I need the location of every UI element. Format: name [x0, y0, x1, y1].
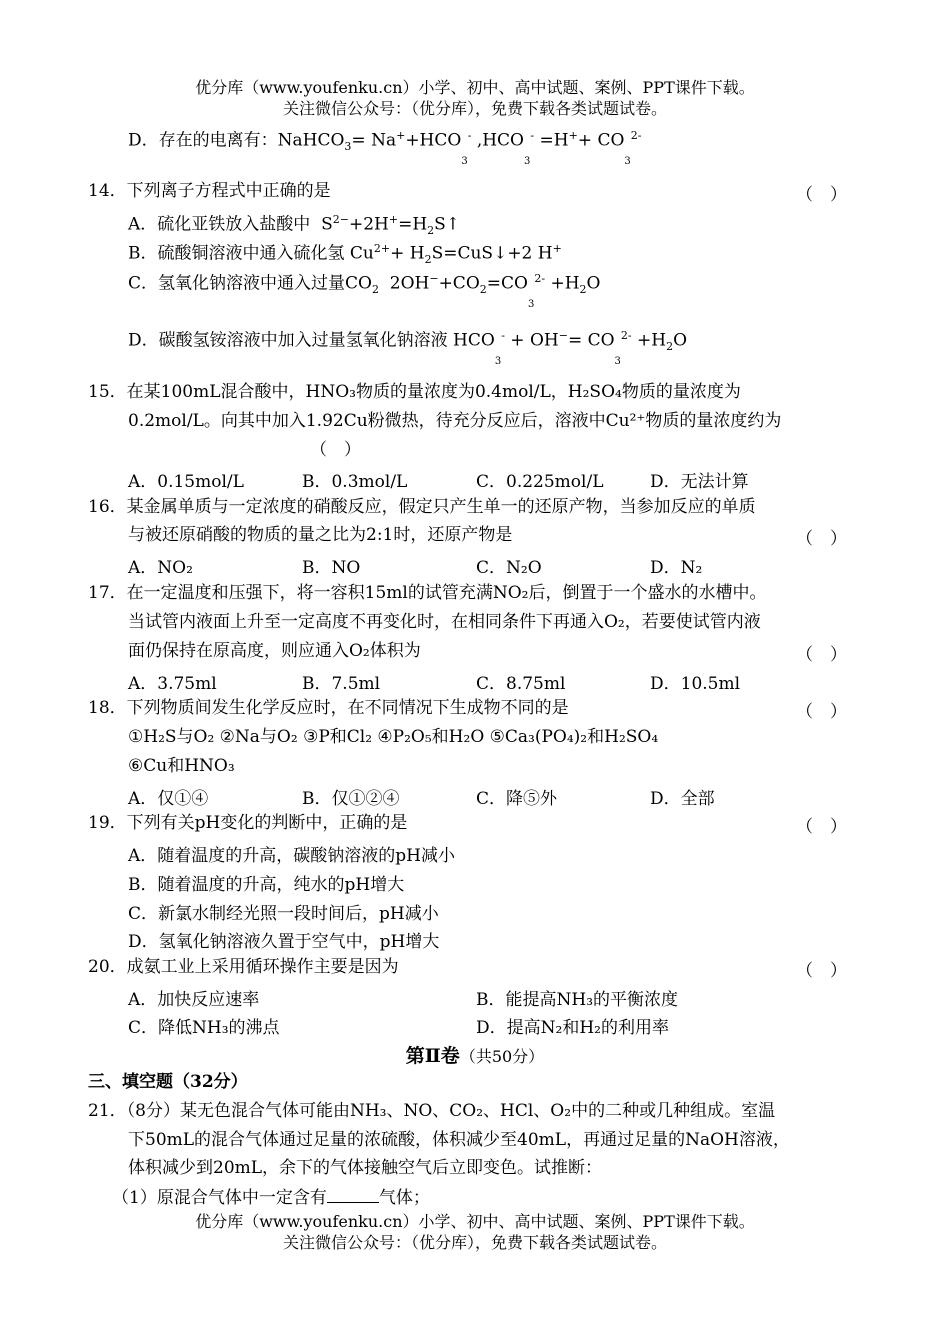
q16-line-1	[88, 496, 756, 518]
q20-text: 成氨工业上采用循环操作主要是因为	[126, 957, 399, 977]
q21-line-3: 体积减少到20mL，余下的气体接触空气后立即变色。试推断：	[128, 1158, 603, 1178]
q20-stem	[88, 956, 399, 978]
q15-line-2: 0.2mol/L。向其中加入1.92Cu粉微热，待充分反应后，溶液中Cu²⁺物质的量浓度约为	[128, 411, 782, 431]
q16-option-b: B．NO	[302, 558, 361, 578]
q21-sub1-suffix: 气体；	[378, 1188, 430, 1208]
q16-option-c: C．N₂O	[476, 558, 542, 578]
q14-option-b: B．硫酸铜溶液中通入硫化氢 $Cu^{2+}+$ $H_2S=CuS↓+2$ H+	[128, 242, 562, 267]
q21-number: 21．	[88, 1101, 127, 1121]
q14-answer-paren: （ ）	[796, 185, 847, 205]
q17-text-1: 在一定温度和压强下，将一容积15ml的试管充满NO₂后，倒置于一个盛水的水槽中。	[126, 583, 767, 603]
q17-option-d: D．10.5ml	[650, 674, 741, 694]
q21-subquestion-1	[112, 1186, 430, 1209]
q14-number: 14．	[88, 181, 127, 201]
q14-text: 下列离子方程式中正确的是	[126, 181, 331, 201]
q15-option-d: D．无法计算	[650, 472, 749, 492]
q20-number: 20．	[88, 957, 127, 977]
q17-answer-paren: （ ）	[796, 645, 847, 665]
section-2-title: 第Ⅱ卷	[405, 1045, 460, 1067]
q15-number: 15．	[88, 382, 127, 402]
q18-option-d: D．全部	[650, 789, 715, 809]
q21-line-2: 下50mL的混合气体通过足量的浓硫酸，体积减少至40mL，再通过足量的NaOH溶液，	[128, 1130, 790, 1150]
q20-option-c: C．降低NH₃的沸点	[128, 1018, 280, 1038]
q16-number: 16．	[88, 497, 127, 517]
header-line-2: 关注微信公众号：（优分库），免费下载各类试题试卷。	[282, 99, 667, 118]
q18-option-a: A．仅①④	[128, 789, 209, 809]
q19-answer-paren: （ ）	[796, 817, 847, 837]
q18-line-2: ①H₂S与O₂ ②Na与O₂ ③P和Cl₂ ④P₂O₅和H₂O ⑤Ca₃(PO₄)₂和H₂SO₄	[128, 727, 659, 747]
q14-option-a: A．硫化亚铁放入盐酸中 $S^{2-}+2H^+=H_2S↑$	[128, 213, 461, 238]
q16-line-2: 与被还原硝酸的物质的量之比为2:1时，还原产物是	[128, 525, 513, 545]
q17-line-3: 面仍保持在原高度，则应通入O₂体积为	[128, 641, 421, 661]
q14-option-d: D．碳酸氢铵溶液中加入过量氢氧化钠溶液 $HCO_3^- + OH^-= CO_3^{2-} +H_2O$	[128, 329, 688, 368]
q18-option-c: C．降⑤外	[476, 789, 558, 809]
section-2-heading	[0, 1041, 950, 1068]
section-3-heading: 三、填空题（32分）	[88, 1072, 248, 1092]
q14-stem	[88, 180, 331, 202]
q18-line-3: ⑥Cu和HNO₃	[128, 756, 235, 776]
q15-line-1	[88, 381, 741, 403]
q19-number: 19．	[88, 813, 127, 833]
q19-stem	[88, 812, 407, 834]
q19-option-c: C．新氯水制经光照一段时间后，pH减小	[128, 904, 439, 924]
q20-option-b: B．能提高NH₃的平衡浓度	[476, 990, 679, 1010]
q16-text-1: 某金属单质与一定浓度的硝酸反应，假定只产生单一的还原产物，当参加反应的单质	[126, 497, 756, 517]
q16-option-d: D．N₂	[650, 558, 703, 578]
footer-line-2: 关注微信公众号：（优分库），免费下载各类试题试卷。	[282, 1233, 667, 1252]
footer-line-1: 优分库（www.youfenku.cn）小学、初中、高中试题、案例、PPT课件下载。	[195, 1212, 755, 1231]
q16-answer-paren: （ ）	[796, 529, 847, 549]
q18-number: 18．	[88, 698, 127, 718]
q14-option-c: C．氢氧化钠溶液中通入过量$CO_2$ $2OH^-+CO_2=CO_3^{2-} +H_2O$	[128, 272, 601, 311]
q17-option-b: B．7.5ml	[302, 674, 381, 694]
q21-text-1: （8分）某无色混合气体可能由NH₃、NO、CO₂、HCl、O₂中的二种或几种组成。室温	[126, 1101, 776, 1121]
q21-sub1-text: （1）原混合气体中一定含有	[112, 1188, 327, 1208]
q13-option-d-label: D．存在的电离有：	[128, 130, 278, 151]
q17-number: 17．	[88, 583, 127, 603]
q20-answer-paren: （ ）	[796, 961, 847, 981]
q15-option-c: C．0.225mol/L	[476, 472, 604, 492]
section-2-subtitle: （共50分）	[459, 1047, 545, 1066]
q13-option-d: D．存在的电离有：NaHCO$_3$= $Na^++HCO_3^-$ $,HCO_3^- =H^++ CO_3^{2-}$	[128, 129, 642, 168]
q21-answer-blank[interactable]	[327, 1186, 379, 1203]
q15-option-a: A．0.15mol/L	[128, 472, 244, 492]
q19-option-a: A．随着温度的升高，碳酸钠溶液的pH减小	[128, 846, 455, 866]
header-line-1: 优分库（www.youfenku.cn）小学、初中、高中试题、案例、PPT课件下载。	[195, 78, 755, 97]
q19-text: 下列有关pH变化的判断中，正确的是	[126, 813, 408, 833]
q18-line-1	[88, 697, 569, 719]
q20-option-a: A．加快反应速率	[128, 990, 260, 1010]
q19-option-d: D．氢氧化钠溶液久置于空气中，pH增大	[128, 932, 440, 952]
q20-option-d: D．提高N₂和H₂的利用率	[476, 1018, 669, 1038]
q15-option-b: B．0.3mol/L	[302, 472, 408, 492]
q14-option-b-label: B．硫酸铜溶液中通入硫化氢	[128, 243, 345, 264]
q18-text-1: 下列物质间发生化学反应时，在不同情况下生成物不同的是	[126, 698, 569, 718]
q17-option-c: C．8.75ml	[476, 674, 566, 694]
q21-line-1	[88, 1100, 775, 1122]
q15-text-1: 在某100mL混合酸中，HNO₃物质的量浓度为0.4mol/L，H₂SO₄物质的量浓度为	[126, 382, 741, 402]
q14-option-c-label: C．氢氧化钠溶液中通入过量CO	[128, 273, 372, 294]
q14-option-d-label: D．碳酸氢铵溶液中加入过量氢氧化钠溶液 HCO	[128, 330, 495, 351]
q18-answer-paren: （ ）	[796, 702, 847, 722]
q17-option-a: A．3.75ml	[128, 674, 217, 694]
q17-line-2: 当试管内液面上升至一定高度不再变化时，在相同条件下再通入O₂，若要使试管内液	[128, 612, 761, 632]
q18-option-b: B．仅①②④	[302, 789, 400, 809]
q19-option-b: B．随着温度的升高，纯水的pH增大	[128, 875, 405, 895]
q15-answer-paren: （ ）	[310, 440, 361, 460]
q16-option-a: A．NO₂	[128, 558, 193, 578]
q14-option-a-label: A．硫化亚铁放入盐酸中	[128, 214, 311, 235]
q17-line-1	[88, 582, 766, 604]
